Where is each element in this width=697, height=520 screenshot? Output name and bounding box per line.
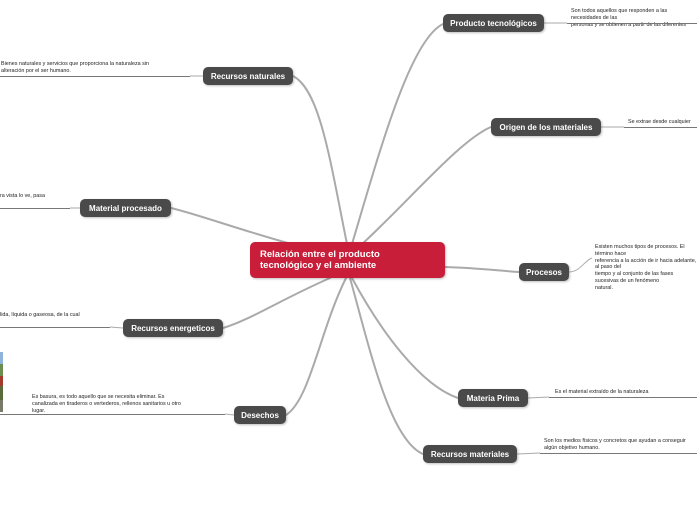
leaf-line-procesos bbox=[569, 258, 592, 272]
topic-recursos-naturales[interactable]: Recursos naturales bbox=[203, 67, 293, 85]
note-procesos: Existen muchos tipos de procesos. El término hace referencia a la acción de ir hacia adelante, al paso del tiempo y al conjunto de las fases sucesivas de un fenómeno natural. bbox=[595, 244, 697, 291]
note-materia-prima: Es el material extraído de la naturaleza bbox=[555, 389, 649, 395]
leaf-line-energeticos bbox=[110, 327, 123, 328]
topic-procesos[interactable]: Procesos bbox=[519, 263, 569, 281]
note-underline bbox=[0, 208, 70, 209]
branch-recursos-naturales bbox=[293, 76, 347, 244]
note-underline bbox=[549, 397, 697, 398]
note-material-procesado: ra vista lo ve, pasa bbox=[0, 193, 45, 199]
note-origen-materiales: Se extrae desde cualquier bbox=[628, 119, 691, 125]
note-underline bbox=[624, 127, 697, 128]
topic-origen-materiales[interactable]: Origen de los materiales bbox=[491, 118, 601, 136]
note-recursos-materiales: Son los medios físicos y concretos que ayudan a conseguir algún objetivo humano. bbox=[544, 438, 686, 451]
note-desechos: Es basura, es todo aquello que se necesita eliminar. Es canalizada en tiraderos o vertederos, rellenos sanitarios u otro lugar. bbox=[32, 394, 181, 414]
topic-material-procesado[interactable]: Material procesado bbox=[80, 199, 171, 217]
branch-procesos bbox=[445, 267, 519, 272]
branch-producto-tecnologicos bbox=[352, 24, 443, 244]
branch-materia-prima bbox=[352, 278, 458, 398]
topic-recursos-materiales[interactable]: Recursos materiales bbox=[423, 445, 517, 463]
topic-producto-tecnologicos[interactable]: Producto tecnológicos bbox=[443, 14, 544, 32]
note-connector-lines bbox=[70, 23, 624, 454]
note-underline bbox=[567, 23, 697, 24]
leaf-line-materia-prima bbox=[528, 397, 549, 398]
note-recursos-naturales: Bienes naturales y servicios que proporciona la naturaleza sin alteración por el ser humano. bbox=[1, 61, 150, 74]
branch-recursos-energeticos bbox=[223, 278, 330, 328]
central-topic[interactable]: Relación entre el producto tecnológico y el ambiente bbox=[250, 242, 445, 278]
note-underline bbox=[0, 327, 110, 328]
waste-image-thumbnail bbox=[0, 352, 3, 412]
topic-recursos-energeticos[interactable]: Recursos energeticos bbox=[123, 319, 223, 337]
note-underline bbox=[0, 76, 190, 77]
leaf-line-materiales bbox=[517, 453, 540, 454]
note-underline bbox=[540, 453, 697, 454]
branch-origen-materiales bbox=[360, 127, 491, 246]
branch-material-procesado bbox=[171, 208, 295, 245]
note-producto-tecnologicos: Son todos aquellos que responden a las necesidades de las personas y se obtienen a partir de las diferentes bbox=[571, 8, 687, 28]
topic-materia-prima[interactable]: Materia Prima bbox=[458, 389, 528, 407]
note-recursos-energeticos: lida, líquida o gaseosa, de la cual bbox=[0, 312, 80, 318]
branch-desechos bbox=[286, 278, 346, 415]
leaf-line-desechos bbox=[225, 414, 234, 415]
topic-desechos[interactable]: Desechos bbox=[234, 406, 286, 424]
note-underline bbox=[0, 414, 225, 415]
